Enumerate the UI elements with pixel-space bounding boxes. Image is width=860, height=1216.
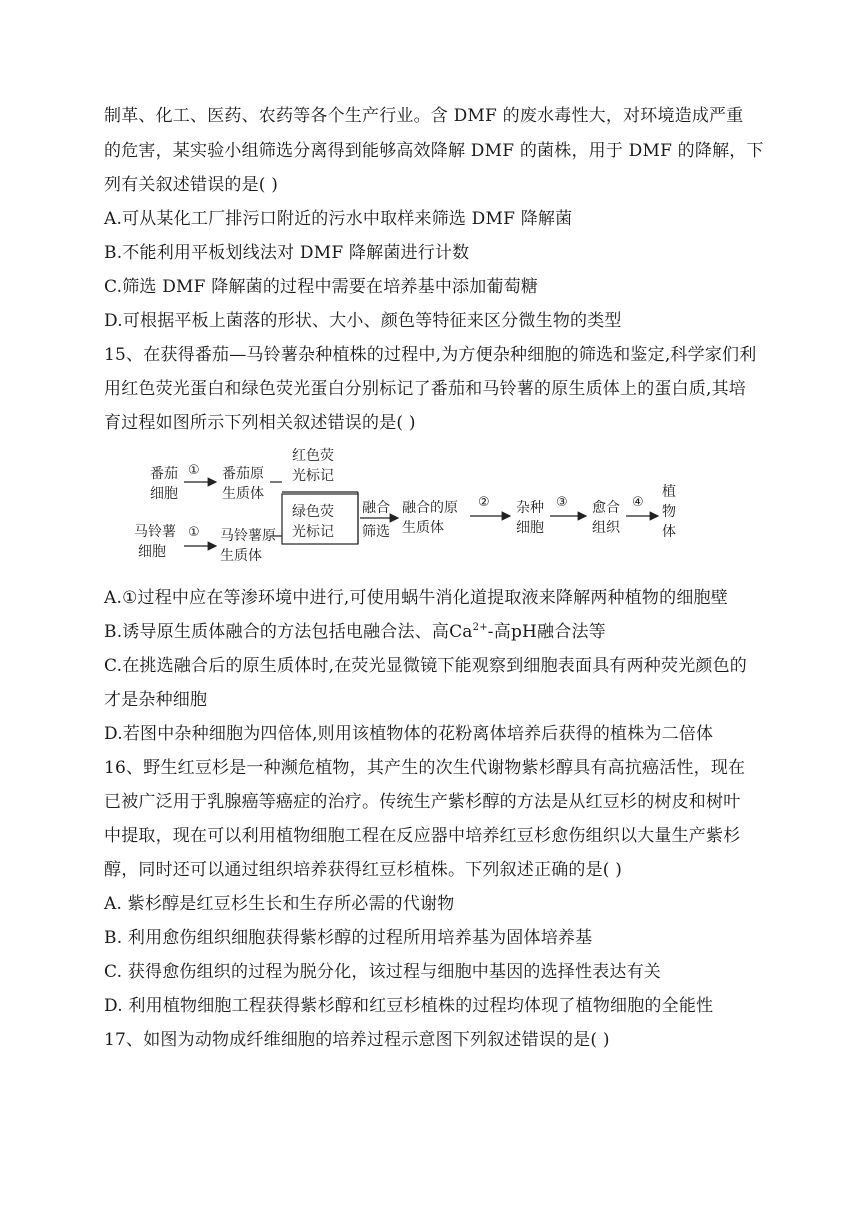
- q16-option-a: A. 紫杉醇是红豆杉生长和生存所必需的代谢物: [104, 894, 455, 914]
- step-4: ④: [632, 495, 644, 510]
- q14-option-d: D.可根据平板上菌落的形状、大小、颜色等特征来区分微生物的类型: [104, 311, 622, 331]
- intro-line-3: 列有关叙述错误的是( ): [104, 175, 279, 195]
- q15-option-b-superscript: 2+: [472, 622, 488, 633]
- intro-line-2: 的危害，某实验小组筛选分离得到能够高效降解 DMF 的菌株，用于 DMF 的降解，下: [104, 141, 764, 161]
- q16-option-c: C. 获得愈伤组织的过程为脱分化，该过程与细胞中基因的选择性表达有关: [104, 962, 662, 982]
- tomato-step-1: ①: [188, 463, 200, 478]
- q15-option-c-line-1: C.在挑选融合后的原生质体时,在荧光显微镜下能观察到细胞表面具有两种荧光颜色的: [104, 656, 748, 676]
- red-label-2: 光标记: [292, 468, 334, 484]
- tomato-cell-label-1: 番茄: [150, 466, 178, 482]
- hybrid-cell-label-2: 细胞: [516, 520, 544, 536]
- q16-stem-line-1: 16、野生红豆杉是一种濒危植物，其产生的次生代谢物紫杉醇具有高抗癌活性，现在: [104, 758, 746, 778]
- potato-cell-label-1: 马铃薯: [134, 524, 176, 540]
- q15-option-a: A.①过程中应在等渗环境中进行,可使用蜗牛消化道提取液来降解两种植物的细胞壁: [104, 588, 728, 608]
- plant-label-2: 物: [662, 504, 676, 520]
- q15-stem-line-3: 育过程如图所示下列相关叙述错误的是( ): [104, 413, 416, 433]
- q15-option-b-text-1: B.诱导原生质体融合的方法包括电融合法、高Ca: [104, 622, 473, 642]
- tomato-protoplast-label-2: 生质体: [222, 486, 264, 502]
- q16-option-d: D. 利用植物细胞工程获得紫杉醇和红豆杉植株的过程均体现了植物细胞的全能性: [104, 996, 714, 1016]
- q14-option-c: C.筛选 DMF 降解菌的过程中需要在培养基中添加葡萄糖: [104, 277, 539, 297]
- callus-label-2: 组织: [592, 520, 620, 536]
- q16-option-b: B. 利用愈伤组织细胞获得紫杉醇的过程所用培养基为固体培养基: [104, 928, 593, 948]
- q17-stem-line-1: 17、如图为动物成纤维细胞的培养过程示意图下列叙述错误的是( ): [104, 1030, 610, 1050]
- q15-stem-line-2: 用红色荧光蛋白和绿色荧光蛋白分别标记了番茄和马铃薯的原生质体上的蛋白质,其培: [104, 379, 747, 399]
- fused-protoplast-label-2: 生质体: [402, 520, 444, 536]
- fusion-screen-label-1: 融合: [362, 500, 390, 516]
- step-3: ③: [556, 495, 568, 510]
- plant-label-1: 植: [662, 484, 676, 500]
- fused-protoplast-label-1: 融合的原: [402, 500, 458, 516]
- potato-protoplast-label-1: 马铃薯原: [220, 528, 276, 544]
- q15-option-b-text-2: -高pH融合法等: [487, 622, 606, 642]
- step-2: ②: [478, 495, 490, 510]
- potato-cell-label-2: 细胞: [138, 544, 166, 560]
- q15-option-c-line-2: 才是杂种细胞: [104, 690, 208, 710]
- plant-label-3: 体: [662, 524, 676, 540]
- q15-option-b: [104, 621, 606, 643]
- green-label-1: 绿色荧: [292, 504, 334, 520]
- q16-stem-line-2: 已被广泛用于乳腺癌等癌症的治疗。传统生产紫杉醇的方法是从红豆杉的树皮和树叶: [104, 792, 741, 812]
- potato-protoplast-label-2: 生质体: [220, 548, 262, 564]
- red-label-1: 红色荧: [292, 448, 334, 464]
- q16-stem-line-3: 中提取，现在可以利用植物细胞工程在反应器中培养红豆杉愈伤组织以大量生产紫杉: [104, 826, 741, 846]
- q15-process-diagram: [130, 440, 690, 570]
- callus-label-1: 愈合: [592, 500, 620, 516]
- q16-stem-line-4: 醇，同时还可以通过组织培养获得红豆杉植株。下列叙述正确的是( ): [104, 860, 623, 880]
- potato-step-1: ①: [188, 525, 200, 540]
- tomato-protoplast-label-1: 番茄原: [222, 466, 264, 482]
- fusion-screen-label-2: 筛选: [362, 524, 390, 540]
- q15-stem-line-1: 15、在获得番茄—马铃薯杂种植株的过程中,为方便杂种细胞的筛选和鉴定,科学家们利: [104, 345, 757, 365]
- intro-line-1: 制革、化工、医药、农药等各个生产行业。含 DMF 的废水毒性大，对环境造成严重: [104, 106, 744, 126]
- q14-option-b: B.不能利用平板划线法对 DMF 降解菌进行计数: [104, 243, 470, 263]
- hybrid-cell-label-1: 杂种: [516, 500, 544, 516]
- q14-option-a: A.可从某化工厂排污口附近的污水中取样来筛选 DMF 降解菌: [104, 209, 573, 229]
- tomato-cell-label-2: 细胞: [150, 486, 178, 502]
- q15-option-d: D.若图中杂种细胞为四倍体,则用该植物体的花粉离体培养后获得的植株为二倍体: [104, 724, 714, 744]
- green-label-2: 光标记: [292, 524, 334, 540]
